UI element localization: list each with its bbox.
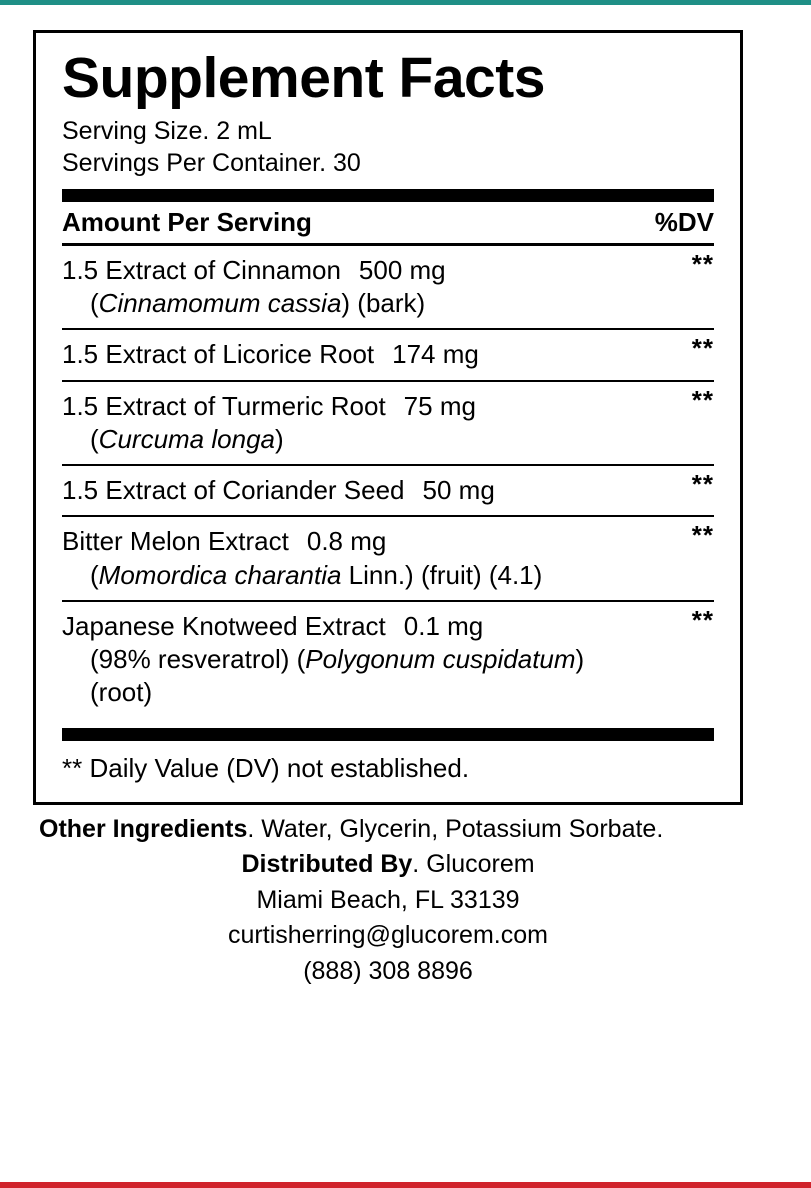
ingredient-dv: **	[691, 604, 714, 635]
amount-per-serving-header-row	[62, 202, 714, 243]
ingredient-name: Japanese Knotweed Extract	[62, 610, 386, 641]
ingredient-row	[62, 466, 714, 515]
ingredient-amount: 500 mg	[358, 254, 446, 285]
ingredient-row	[62, 330, 714, 379]
ingredient-sub-suffix: Linn.) (fruit) (4.1)	[341, 559, 543, 590]
ingredient-row	[62, 517, 714, 600]
distributor-email: curtisherring@glucorem.com	[228, 921, 548, 950]
distributor-block	[33, 847, 743, 989]
supplement-facts-panel	[33, 30, 743, 805]
ingredient-row	[62, 602, 714, 718]
ingredient-name: 1.5 Extract of Cinnamon	[62, 254, 341, 285]
ingredient-dv: **	[691, 520, 714, 551]
ingredient-subtext	[62, 287, 714, 320]
ingredient-dv: **	[691, 248, 714, 279]
ingredient-dv: **	[691, 333, 714, 364]
ingredient-dv: **	[691, 469, 714, 500]
servings-per-container: Servings Per Container. 30	[62, 148, 361, 177]
ingredient-subtext	[62, 559, 714, 592]
ingredient-sub-suffix: )	[274, 423, 284, 454]
ingredient-dv: **	[691, 384, 714, 415]
ingredient-subtext	[62, 423, 714, 456]
ingredient-name: 1.5 Extract of Licorice Root	[62, 339, 375, 370]
ingredient-row	[62, 246, 714, 329]
bottom-color-rule	[0, 1182, 811, 1188]
serving-size: Serving Size. 2 mL	[62, 117, 272, 146]
divider-thick-top	[62, 189, 714, 202]
top-color-rule	[0, 0, 811, 5]
ingredient-latin-name: Cinnamomum cassia	[98, 288, 342, 319]
ingredient-subtext	[62, 643, 714, 676]
daily-value-note: ** Daily Value (DV) not established.	[62, 752, 470, 783]
ingredient-name: 1.5 Extract of Coriander Seed	[62, 475, 405, 506]
ingredient-sub-prefix: (	[90, 288, 99, 319]
ingredient-sub-suffix: ) (bark)	[341, 288, 426, 319]
other-ingredients-label: Other Ingredients	[39, 814, 248, 843]
supplement-label	[33, 30, 743, 989]
divider-thick-bottom	[62, 728, 714, 741]
ingredient-latin-name: Curcuma longa	[98, 423, 275, 454]
ingredient-amount: 75 mg	[403, 390, 476, 421]
ingredient-latin-name: Momordica charantia	[98, 559, 342, 590]
ingredient-amount: 0.1 mg	[403, 610, 484, 641]
ingredient-row	[62, 382, 714, 465]
other-ingredients-text: . Water, Glycerin, Potassium Sorbate.	[247, 814, 664, 843]
ingredient-amount: 50 mg	[422, 475, 495, 506]
ingredient-sub-prefix: (98% resveratrol) (	[90, 644, 306, 675]
distributed-by-label: Distributed By	[241, 850, 413, 879]
ingredient-sub-prefix: (	[90, 423, 99, 454]
other-ingredients	[39, 814, 739, 846]
ingredient-name: Bitter Melon Extract	[62, 526, 289, 557]
distributor-address: Miami Beach, FL 33139	[256, 885, 520, 914]
ingredient-amount: 0.8 mg	[306, 526, 387, 557]
page-title: Supplement Facts	[62, 46, 545, 110]
amount-per-serving-label: Amount Per Serving	[62, 206, 312, 237]
ingredient-name: 1.5 Extract of Turmeric Root	[62, 390, 386, 421]
ingredient-latin-name: Polygonum cuspidatum	[305, 644, 576, 675]
distributed-by-name: . Glucorem	[412, 850, 535, 879]
ingredient-sub-suffix: )	[575, 644, 585, 675]
ingredient-subtext-line3: (root)	[90, 677, 153, 708]
distributed-by-line	[33, 847, 743, 883]
daily-value-label: %DV	[654, 206, 714, 237]
ingredient-amount: 174 mg	[392, 339, 479, 370]
distributor-phone: (888) 308 8896	[303, 956, 473, 985]
ingredient-sub-prefix: (	[90, 559, 99, 590]
